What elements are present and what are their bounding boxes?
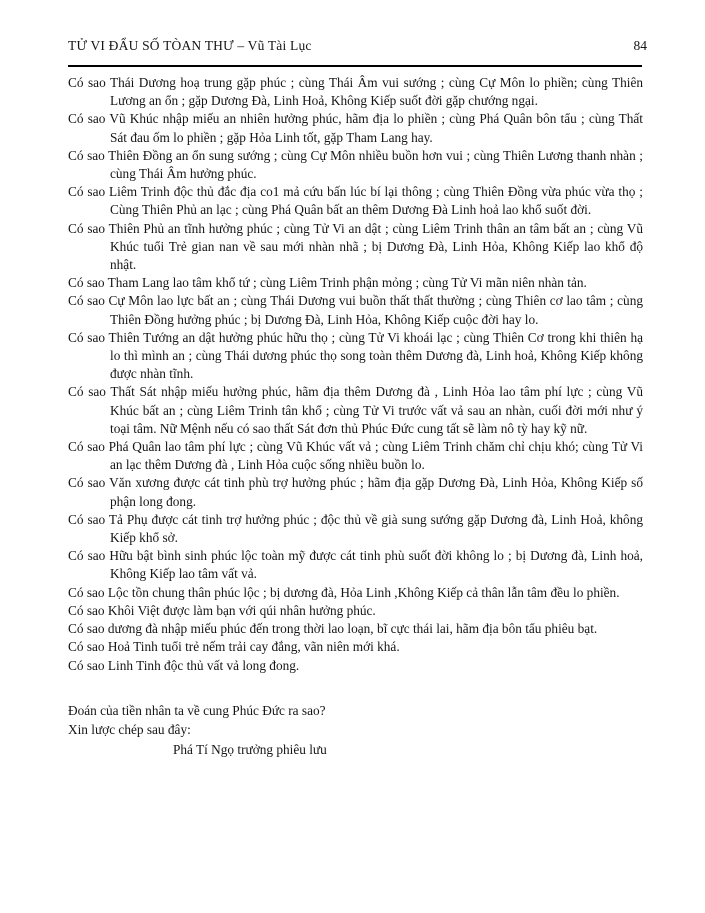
body-paragraph: Có sao Hoả Tinh tuổi trẻ nếm trải cay đắng, vãn niên mới khá. xyxy=(68,639,400,655)
body-paragraph: Có sao Tả Phụ được cát tinh trợ hưởng phúc ; độc thủ về già sung sướng gặp Dương đà, Linh Hoả, không Kiếp khổ sở. xyxy=(68,511,643,546)
header-divider xyxy=(68,65,642,67)
page-header xyxy=(68,0,647,54)
body-paragraph: Có sao Thiên Đồng an ổn sung sướng ; cùng Cự Môn nhiều buồn hơn vui ; cùng Thiên Lương thanh nhàn ; cùng Thái Âm hưởng phúc. xyxy=(68,147,643,182)
running-title: TỬ VI ĐẨU SỐ TÒAN THƯ – Vũ Tài Lục xyxy=(68,38,312,53)
body-paragraph: Có sao dương đà nhập miếu phúc đến trong thời lao loạn, bĩ cực thái lai, hãm địa bôn tẩu phiêu bạt. xyxy=(68,621,598,637)
body-paragraph: Có sao Tham Lang lao tâm khổ tứ ; cùng Liêm Trinh phận mỏng ; cùng Tử Vi mãn niên nhàn tản. xyxy=(68,275,587,291)
body-paragraph: Có sao Thái Dương hoạ trung gặp phúc ; cùng Thái Âm vui sướng ; cùng Cự Môn lo phiền; cùng Thiên Lương an ổn ; gặp Dương Đà, Linh Hoả, Không Kiếp suốt đời gặp chướng ngại. xyxy=(68,75,643,109)
body-paragraph: Có sao Vũ Khúc nhập miếu an nhiên hưởng phúc, hãm địa lo phiền ; cùng Phá Quân bôn tẩu ; cùng Thất Sát đau ốm lo phiền ; gặp Hỏa Linh tốt, gặp Tham Lang hay. xyxy=(68,111,643,145)
closing-question: Đoán của tiền nhân ta về cung Phúc Đức ra sao? xyxy=(68,702,326,718)
body-paragraph: Có sao Cự Môn lao lực bất an ; cùng Thái Dương vui buồn thất thất thường ; cùng Thiên cơ lao tâm ; cùng Thiên Đồng hưởng phúc ; bị Dương Đà, Linh Hỏa, Không Kiếp cuộc đời hay lo. xyxy=(68,293,643,327)
closing-intro: Xin lược chép sau đây: xyxy=(68,722,191,738)
body-paragraph: Có sao Thiên Phủ an tĩnh hưởng phúc ; cùng Tử Vi an dật ; cùng Liêm Trinh thân an tâm bất an ; cùng Vũ Khúc tuổi Trẻ gian nan về sau mới nhàn nhã ; bị Dương Đà, Linh Hỏa, Không Kiếp lao khổ độ nhật. xyxy=(68,220,643,273)
page-number: 84 xyxy=(633,38,647,53)
body-paragraph: Có sao Khôi Việt được làm bạn với qúi nhân hưởng phúc. xyxy=(68,602,376,618)
closing-block xyxy=(68,701,643,760)
paragraph-list xyxy=(68,74,643,675)
body-paragraph: Có sao Hữu bật bình sinh phúc lộc toàn mỹ được cát tinh phù suốt đời không lo ; bị Dương đà, Linh hoả, Không Kiếp lao tâm vất vả. xyxy=(68,548,643,582)
body-paragraph: Có sao Thiên Tướng an dật hưởng phúc hữu thọ ; cùng Tử Vi khoái lạc ; cùng Thiên Cơ trong khi thiên hạ lo thì mình an ; cùng Thái dương phúc thọ song toàn thêm Dương đà, Linh hoả, Không Kiếp không được nhàn tĩnh. xyxy=(68,329,643,382)
body-paragraph: Có sao Liêm Trinh độc thủ đắc địa co1 mả cứu bấn lúc bí lại thông ; cùng Thiên Đồng vừa phúc vừa thọ ; Cùng Thiên Phủ an lạc ; cùng Phá Quân bất an thêm Dương Đà Linh hoả lao khổ suốt đời. xyxy=(68,184,643,218)
closing-quote: Phá Tí Ngọ trưởng phiêu lưu xyxy=(173,741,327,757)
body-paragraph: Có sao Văn xương được cát tinh phù trợ hưởng phúc ; hãm địa gặp Dương Đà, Linh Hỏa, Không Kiếp số phận long đong. xyxy=(68,475,643,509)
body-paragraph: Có sao Linh Tinh độc thủ vất vả long đong. xyxy=(68,657,300,673)
body-paragraph: Có sao Thất Sát nhập miếu hưởng phúc, hãm địa thêm Dương đà , Linh Hỏa lao tâm phí lực ; cùng Vũ Khúc bất an ; cùng Liêm Trinh tân khổ ; cùng Tử Vi trước vất vả sau an nhàn, cuối đời mới như ý toại tâm. Nữ Mệnh nếu có sao thất Sát đơn thủ Phúc Đức cung tất sẽ làm nô tỳ hay kỹ nữ. xyxy=(68,384,643,436)
body-paragraph: Có sao Lộc tồn chung thân phúc lộc ; bị dương đà, Hỏa Linh ,Không Kiếp cả thân lẫn tâm đều lo phiền. xyxy=(68,584,620,600)
body-paragraph: Có sao Phá Quân lao tâm phí lực ; cùng Vũ Khúc vất vả ; cùng Liêm Trinh chăm chỉ chịu khó; cùng Tử Vi an lạc thêm Dương đà , Linh Hỏa cuộc sống nhiều buồn lo. xyxy=(68,439,643,473)
